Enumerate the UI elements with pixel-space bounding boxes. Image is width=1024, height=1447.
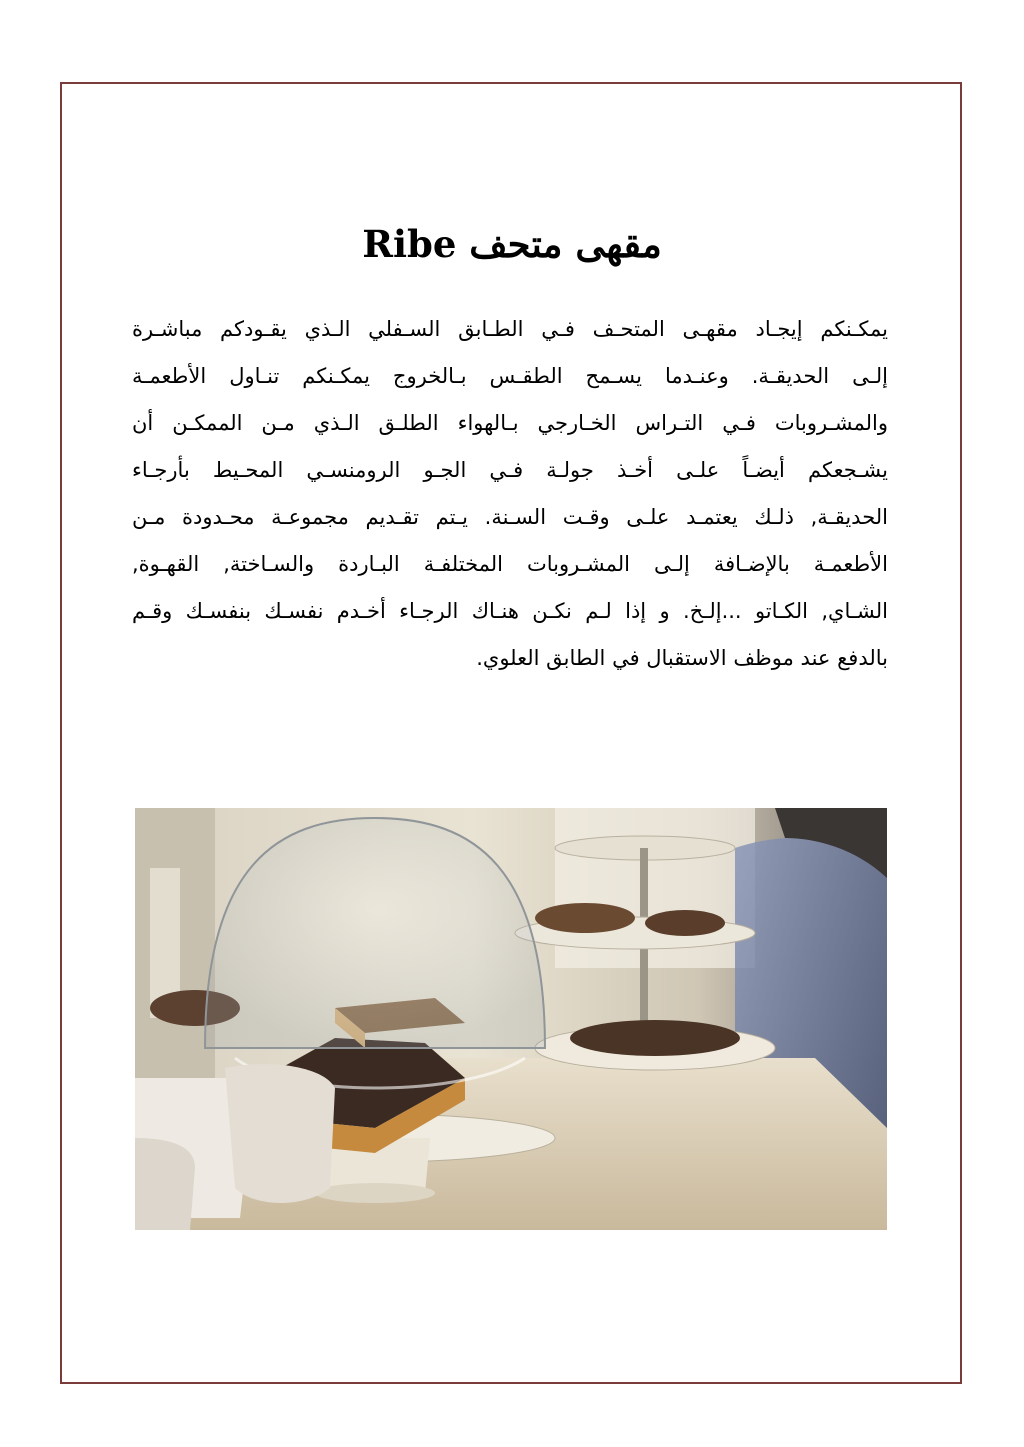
- paragraph-line: والمشـروبات فـي التـراس الخـارجي بـالهواء الطلـق الـذي مـن الممكـن أن: [132, 411, 888, 435]
- paragraph-line: يشـجعكم أيضـاً علـى أخـذ جولـة فـي الجـو الرومنسـي المحـيط بأرجـاء: [132, 458, 888, 482]
- paragraph-line: الشـاي, الكـاتو ...إلـخ. و إذا لـم نكـن هنـاك الرجـاء أخـدم نفسـك بنفسـك وقـم: [132, 599, 888, 623]
- paragraph-line: الحديقـة, ذلـك يعتمـد علـى وقـت السـنة. يـتم تقـديم مجموعـة محـدودة مـن: [132, 505, 888, 529]
- paragraph-line: الأطعمـة بالإضـافة إلـى المشـروبات المختلفـة البـاردة والسـاختة, القهـوة,: [132, 552, 888, 576]
- page-title: مقهى متحف Ribe: [362, 222, 662, 266]
- body-paragraph: [132, 306, 888, 682]
- paragraph-line: يمكـنكم إيجـاد مقهـى المتحـف فـي الطـابق السـفلي الـذي يقـودكم مباشـرة: [132, 317, 888, 341]
- paragraph-line: بالدفع عند موظف الاستقبال في الطابق العلوي.: [476, 646, 888, 670]
- paragraph-line: إلـى الحديقـة. وعنـدما يسـمح الطقـس بـالخروج يمكـنكم تنـاول الأطعمـة: [132, 364, 888, 388]
- cafe-photo: [135, 808, 887, 1230]
